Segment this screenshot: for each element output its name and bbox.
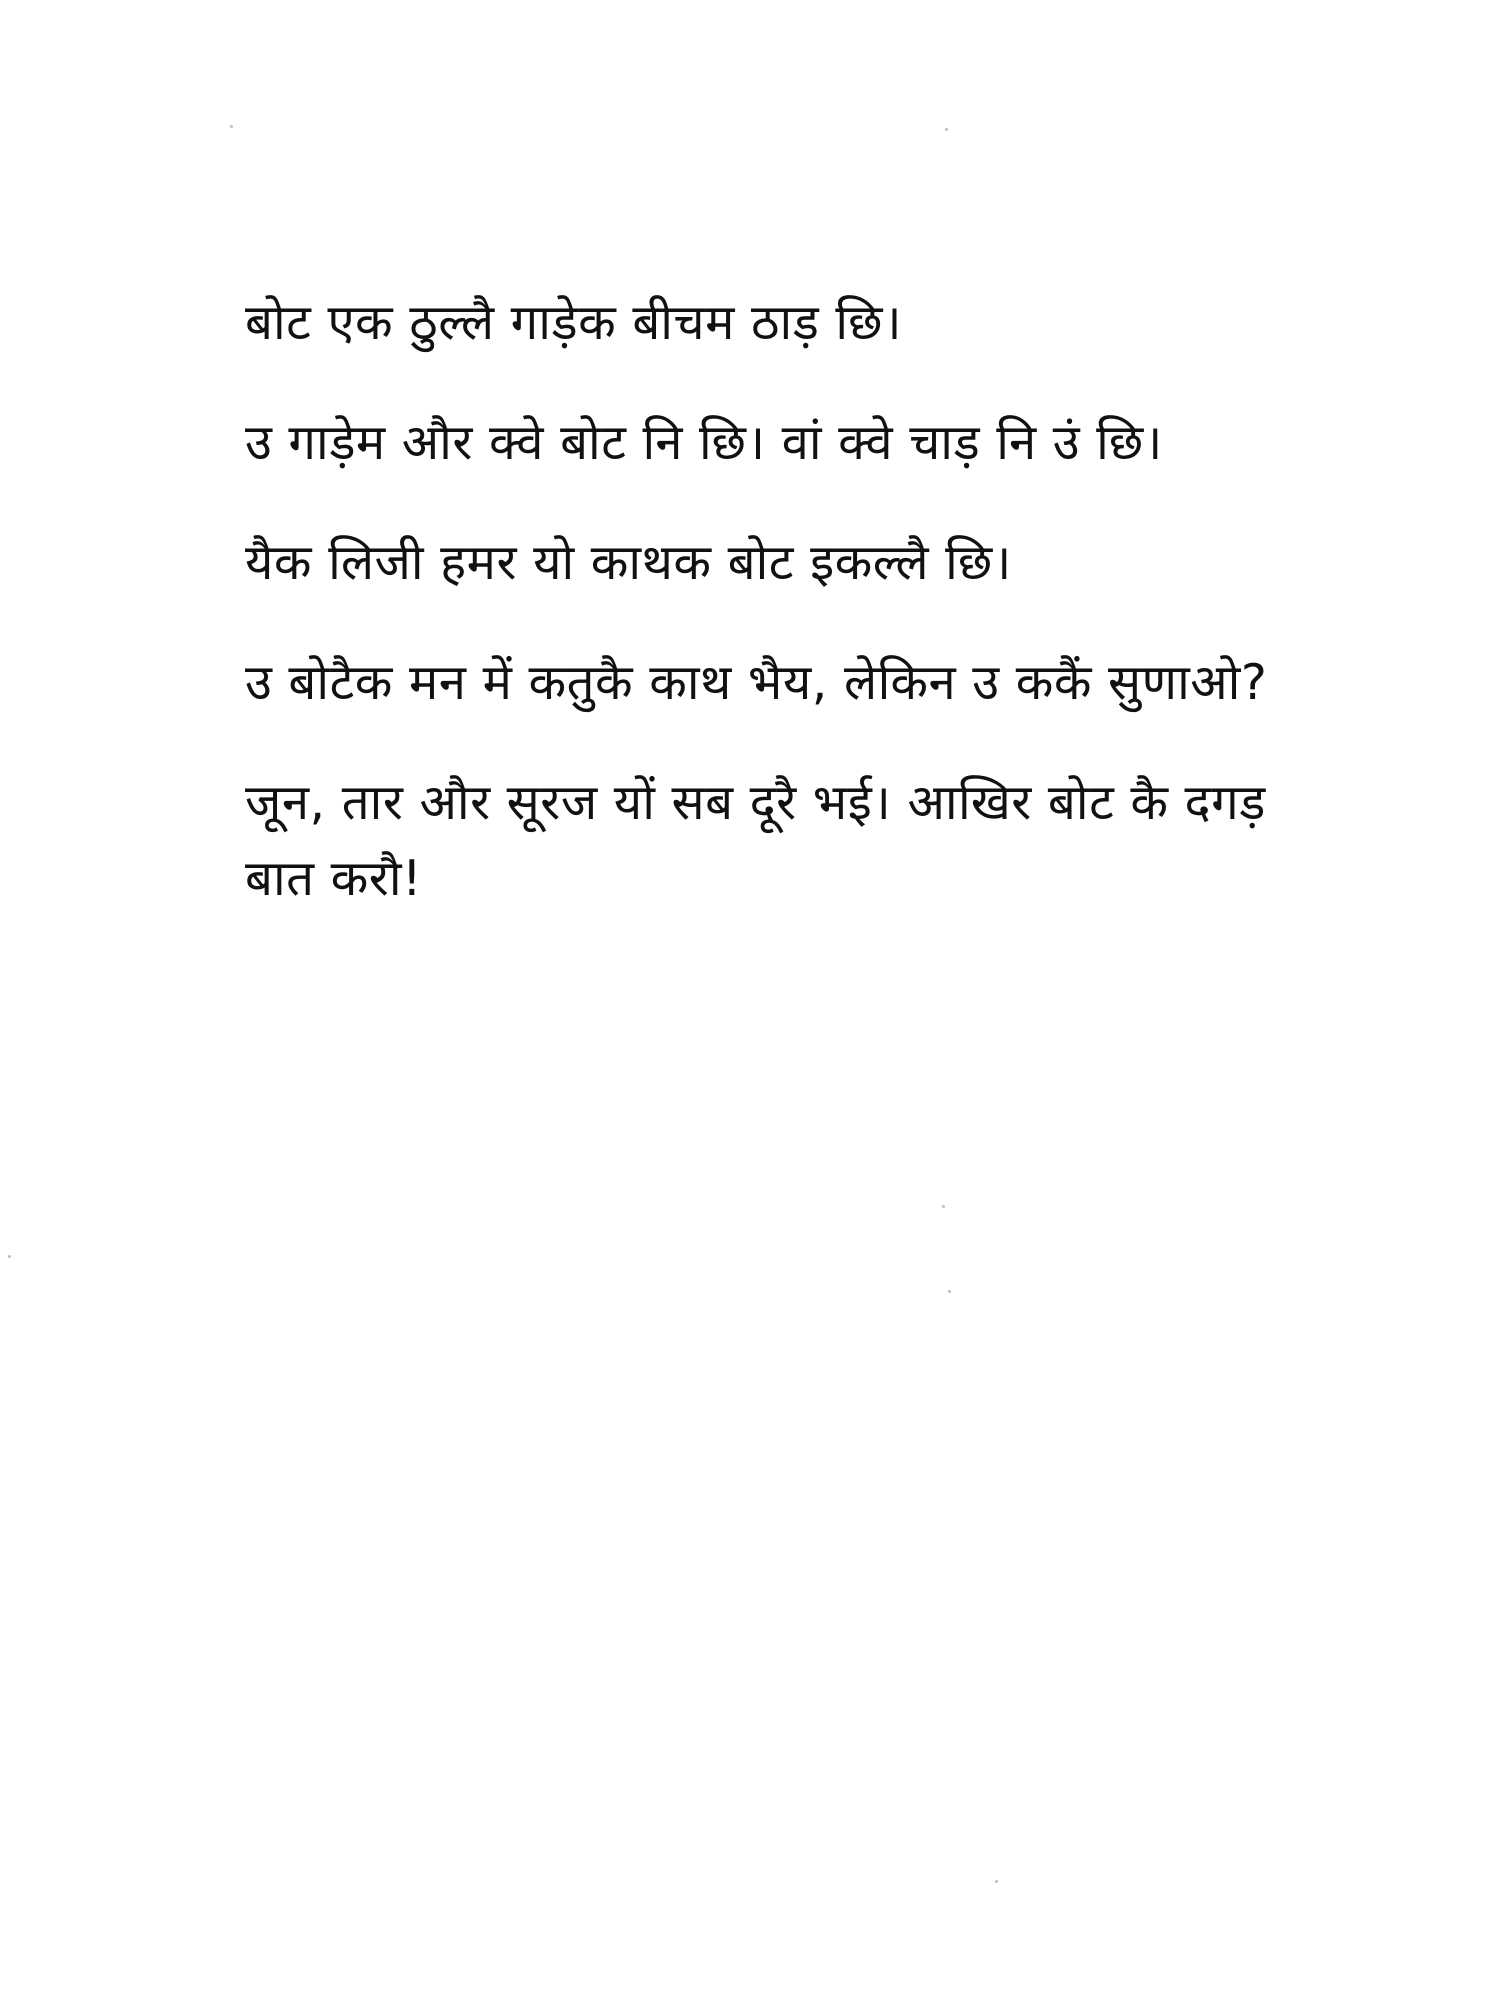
paragraph-4: उ बोटैक मन में कतुकै काथ भैय, लेकिन उ ककैं सुणाओ?: [245, 653, 1268, 711]
scan-speck: [995, 1880, 998, 1883]
paragraph-3: यैक लिजी हमर यो काथक बोट इकल्लै छि।: [245, 533, 1012, 591]
scan-speck: [8, 1255, 11, 1258]
scan-speck: [945, 128, 948, 131]
scan-speck: [230, 125, 233, 128]
paragraph-2: उ गाड़ेम और क्वे बोट नि छि। वां क्वे चाड़ नि उं छि।: [245, 413, 1163, 471]
scan-speck: [948, 1290, 951, 1293]
paragraph-1: बोट एक ठुल्लै गाड़ेक बीचम ठाड़ छि।: [245, 294, 903, 351]
story-text: [245, 285, 1285, 961]
paragraph-5: जून, तार और सूरज यों सब दूरै भई। आखिर बोट कै दगड़ बात करौ!: [245, 773, 1266, 907]
scan-speck: [942, 1205, 945, 1208]
